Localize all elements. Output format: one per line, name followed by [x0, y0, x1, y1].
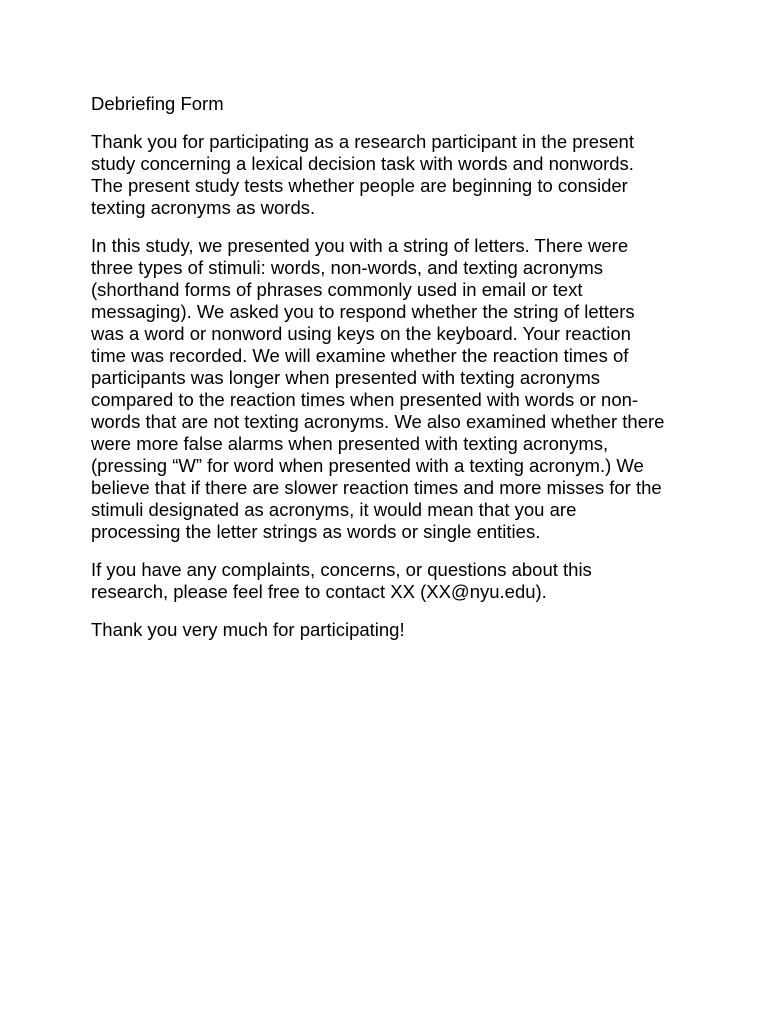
text-line: was a word or nonword using keys on the keyboard. Your reaction	[91, 323, 631, 344]
text-line: Thank you for participating as a research participant in the present	[91, 131, 634, 152]
text-line: words that are not texting acronyms. We also examined whether there	[91, 411, 665, 432]
text-line: messaging). We asked you to respond whether the string of letters	[91, 301, 635, 322]
text-line: (pressing “W” for word when presented with a texting acronym.) We	[91, 455, 644, 476]
document-title: Debriefing Form	[91, 93, 224, 114]
text-line: time was recorded. We will examine whether the reaction times of	[91, 345, 629, 366]
text-line: stimuli designated as acronyms, it would mean that you are	[91, 499, 577, 520]
debriefing-document	[91, 93, 691, 657]
text-line: Thank you very much for participating!	[91, 619, 405, 640]
text-line: were more false alarms when presented with texting acronyms,	[91, 433, 609, 454]
paragraph-study-description	[91, 235, 691, 543]
text-line: research, please feel free to contact XX (XX@nyu.edu).	[91, 581, 547, 602]
text-line: (shorthand forms of phrases commonly used in email or text	[91, 279, 583, 300]
paragraph-contact	[91, 559, 691, 603]
text-line: believe that if there are slower reaction times and more misses for the	[91, 477, 662, 498]
text-line: texting acronyms as words.	[91, 197, 316, 218]
text-line: In this study, we presented you with a string of letters. There were	[91, 235, 629, 256]
text-line: If you have any complaints, concerns, or questions about this	[91, 559, 592, 580]
text-line: participants was longer when presented with texting acronyms	[91, 367, 601, 388]
paragraph-thanks-intro	[91, 131, 691, 219]
paragraph-closing	[91, 619, 691, 641]
text-line: compared to the reaction times when presented with words or non-	[91, 389, 639, 410]
text-line: study concerning a lexical decision task with words and nonwords.	[91, 153, 634, 174]
text-line: The present study tests whether people are beginning to consider	[91, 175, 628, 196]
text-line: three types of stimuli: words, non-words, and texting acronyms	[91, 257, 604, 278]
text-line: processing the letter strings as words or single entities.	[91, 521, 541, 542]
